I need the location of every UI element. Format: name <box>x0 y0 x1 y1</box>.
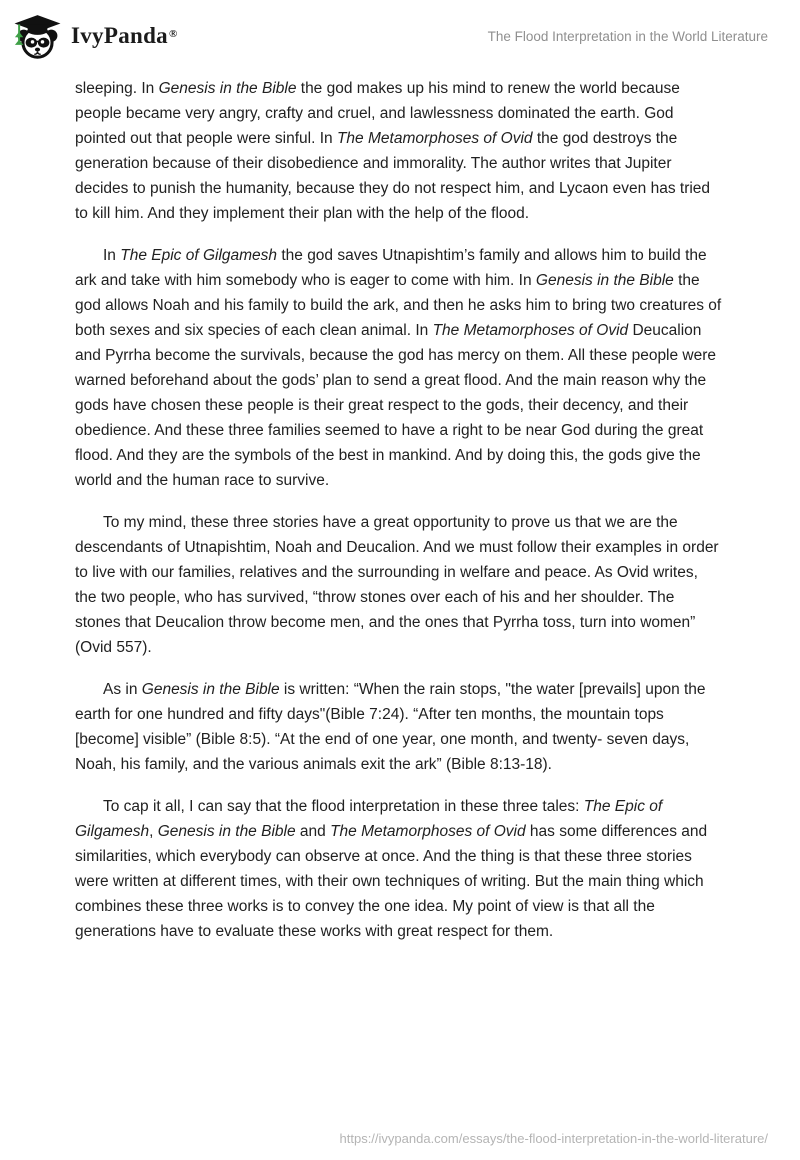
paragraph-text: has some differences and similarities, which everybody can observe at once. And the thing is that these three stories were written at different times, with their own techniques of writing. But the main thing which combines these three works is to convey the one idea. My point of view is that all the generations have to evaluate these works with great respect for them. <box>75 823 708 940</box>
book-title-italic: The Metamorphoses of Ovid <box>432 322 629 339</box>
paragraph-text: the god saves Utnapishtim’s family and allows him to build the ark and take with him somebody who is eager to come with him. In <box>75 247 707 289</box>
paragraph-text: As in <box>103 681 142 698</box>
book-title-italic: Genesis in the Bible <box>158 80 297 97</box>
essay-content <box>0 62 800 944</box>
essay-paragraph <box>75 794 722 944</box>
brand <box>13 13 177 60</box>
brand-name-text: IvyPanda <box>71 23 168 48</box>
paragraph-text: the god destroys the generation because of their disobedience and immorality. The author writes that Jupiter decides to punish the humanity, because they do not respect him, and Lycaon even has tried to kill him. And they implement their plan with the help of the flood. <box>75 130 711 222</box>
page-header <box>0 0 800 62</box>
paragraph-text: To cap it all, I can say that the flood interpretation in these three tales: <box>103 798 584 815</box>
paragraph-text: , <box>149 823 158 840</box>
book-title-italic: The Epic of Gilgamesh <box>120 247 278 264</box>
source-url: https://ivypanda.com/essays/the-flood-interpretation-in-the-world-literature/ <box>339 1131 768 1146</box>
paragraph-text: sleeping. In <box>75 80 159 97</box>
paragraph-text: the god allows Noah and his family to build the ark, and then he asks him to bring two creatures of both sexes and six species of each clean animal. In <box>75 272 722 339</box>
book-title-italic: Genesis in the Bible <box>535 272 674 289</box>
paragraph-text: is written: “When the rain stops, "the water [prevails] upon the earth for one hundred and fifty days"(Bible 7:24). “After ten months, the mountain tops [become] visible” (Bible 8:5). “At the end of one year, one month, and twenty- seven days, Noah, his family, and the various animals exit the ark” (Bible 8:13-18). <box>75 681 706 773</box>
essay-paragraph <box>75 510 722 660</box>
book-title-italic: Genesis in the Bible <box>157 823 296 840</box>
paragraph-text: To my mind, these three stories have a great opportunity to prove us that we are the descendants of Utnapishtim, Noah and Deucalion. And we must follow their examples in order to live with our families, relatives and the surrounding in welfare and peace. As Ovid writes, the two people, who has survived, “throw stones over each of his and her shoulder. The stones that Deucalion throw become men, and the ones that Pyrrha toss, turn into women” (Ovid 557). <box>75 514 719 656</box>
panda-graduate-icon <box>13 13 62 60</box>
paragraph-text: In <box>103 247 121 264</box>
essay-paragraph <box>75 677 722 777</box>
paragraph-text: and <box>295 823 331 840</box>
registered-mark: ® <box>168 27 178 40</box>
book-title-italic: Genesis in the Bible <box>141 681 280 698</box>
essay-paragraph <box>75 243 722 493</box>
book-title-italic: The Epic of Gilgamesh <box>75 798 663 840</box>
essay-paragraph <box>75 76 722 226</box>
paragraph-text: the god makes up his mind to renew the world because people became very angry, crafty and cruel, and lawlessness dominated the earth. God pointed out that people were sinful. In <box>75 80 680 147</box>
brand-name <box>71 23 177 49</box>
page-footer <box>340 1130 768 1148</box>
book-title-italic: The Metamorphoses of Ovid <box>330 823 526 840</box>
paragraph-text: Deucalion and Pyrrha become the survivals, because the god has mercy on them. All these people were warned beforehand about the gods’ plan to send a great flood. And the main reason why the gods have chosen these people is their great respect to the gods, their decency, and their obedience. And these three families seemed to have a right to be near God during the great flood. And they are the symbols of the best in mankind. And by doing this, the gods give the world and the human race to survive. <box>75 322 717 489</box>
page-title: The Flood Interpretation in the World Literature <box>487 28 768 44</box>
book-title-italic: The Metamorphoses of Ovid <box>336 130 533 147</box>
